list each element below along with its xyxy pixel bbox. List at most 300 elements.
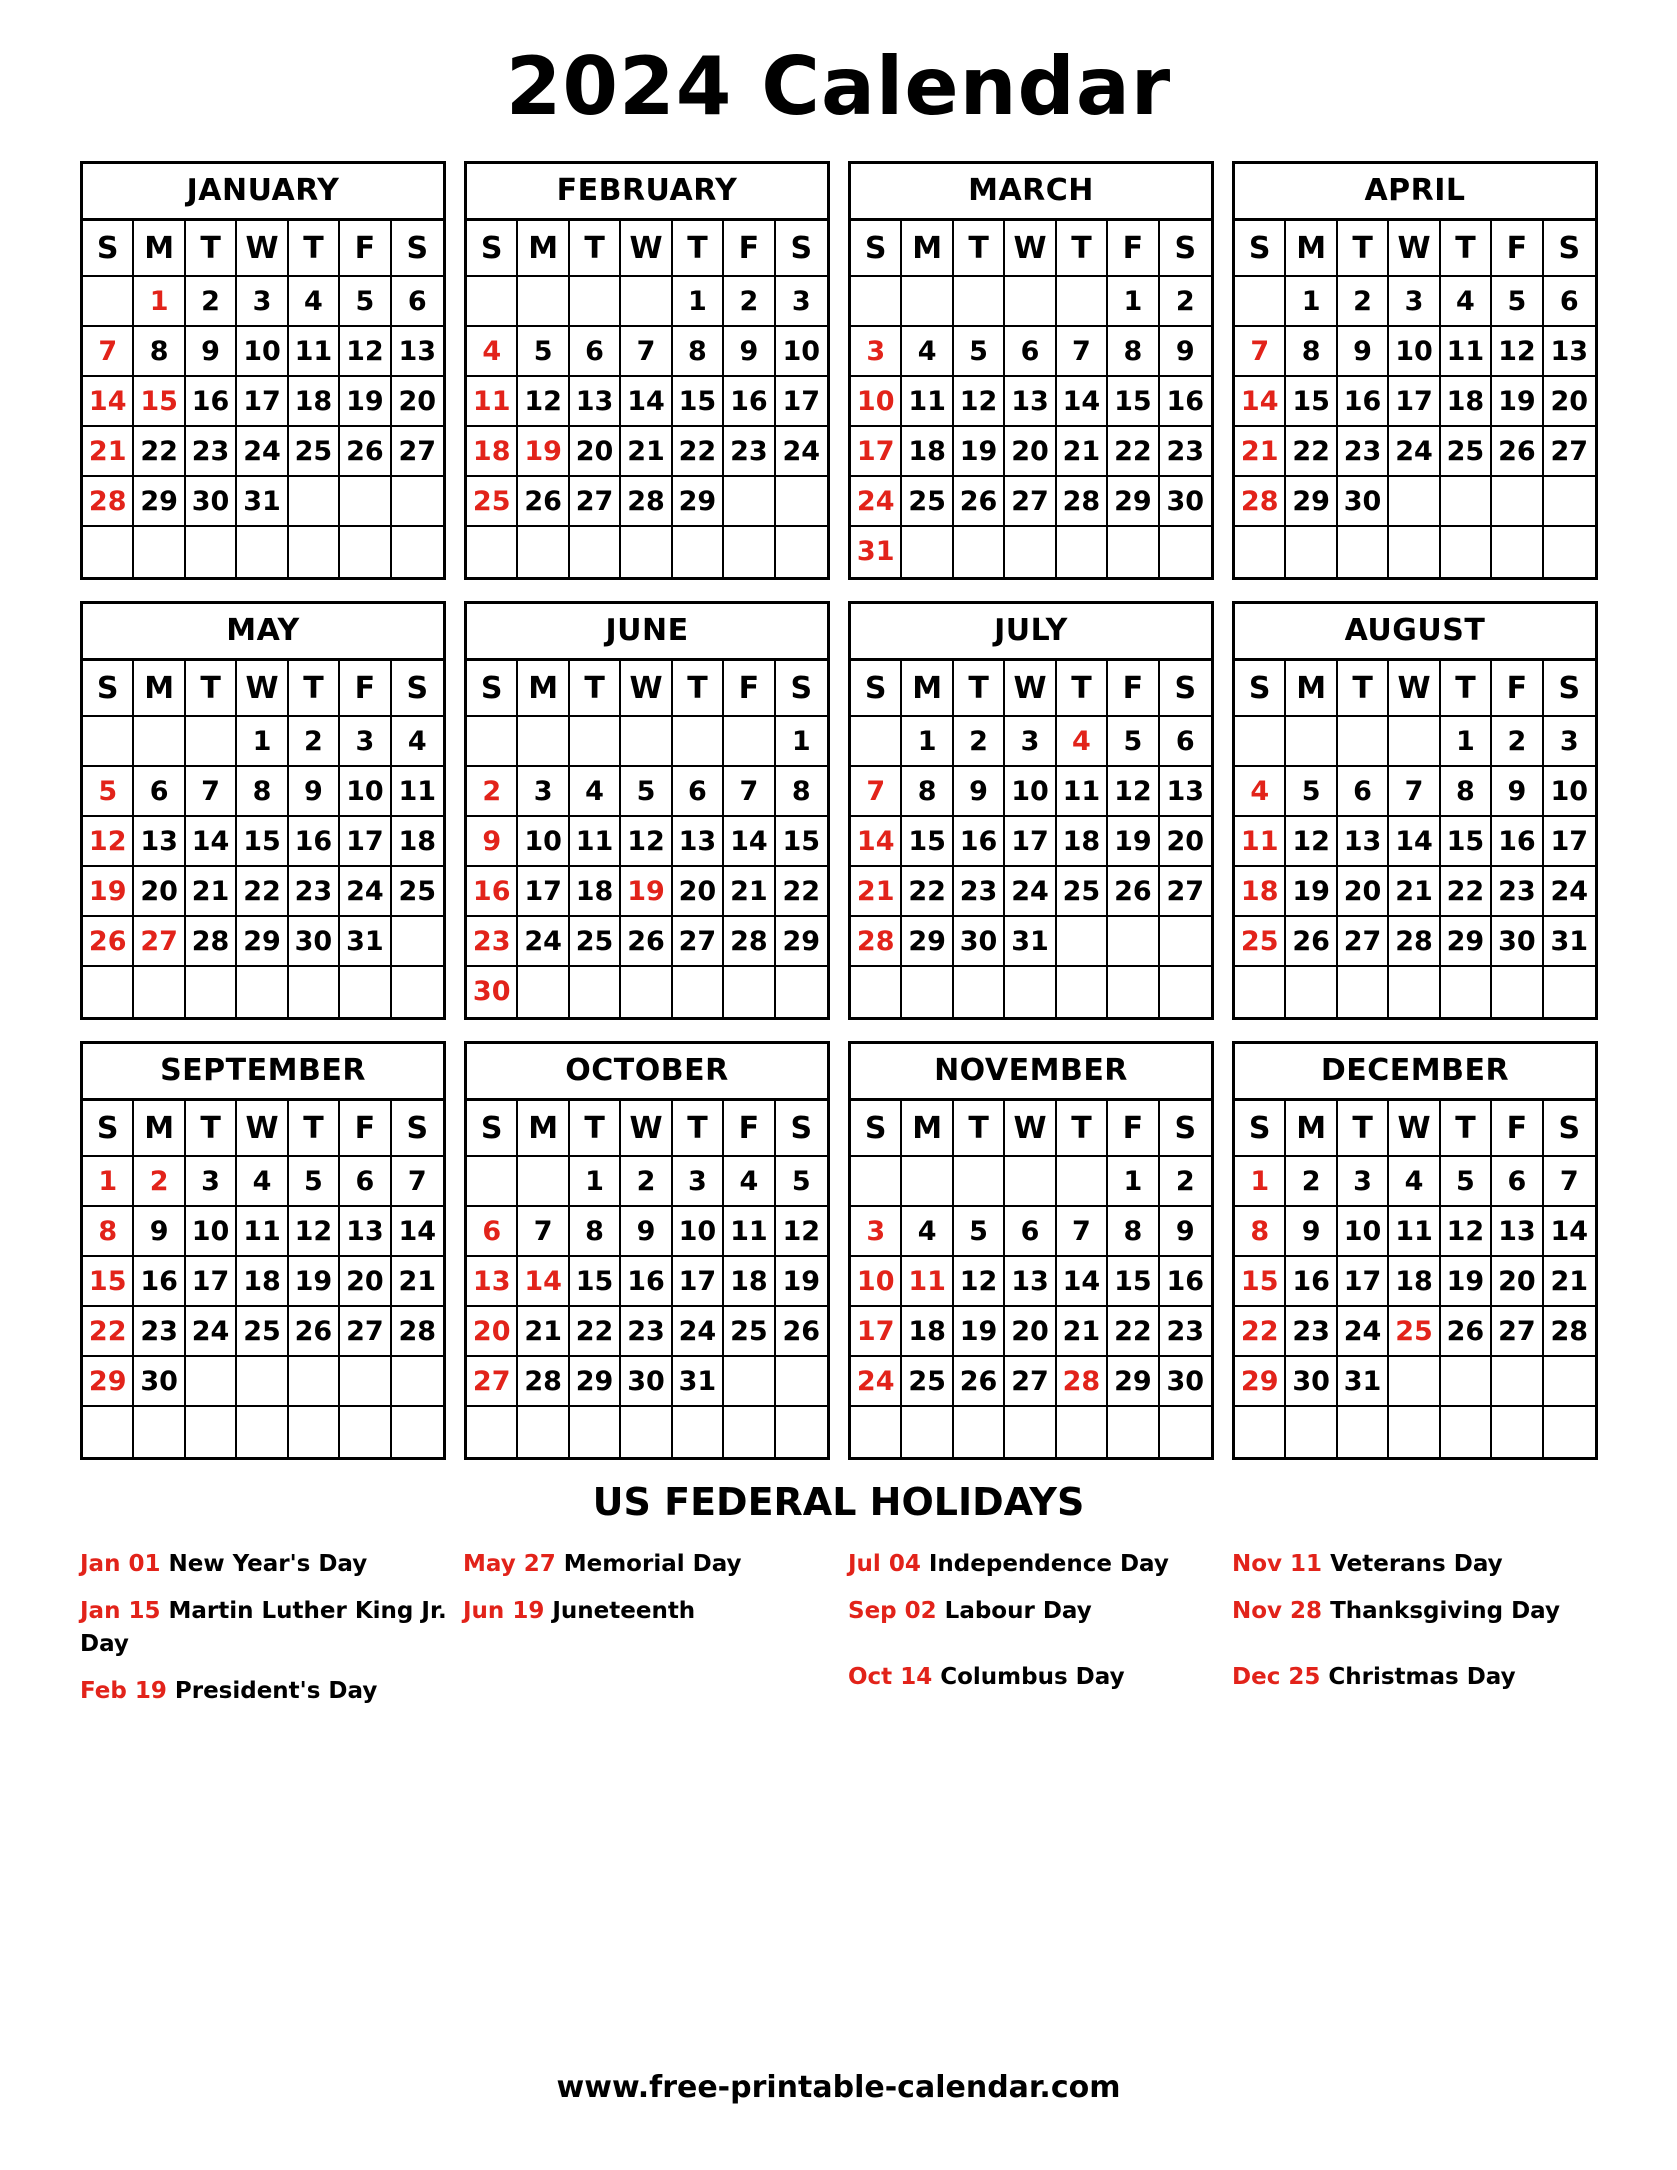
day-cell: 15 <box>1286 377 1337 427</box>
day-cell: 4 <box>392 717 443 767</box>
day-cell: 6 <box>134 767 185 817</box>
day-cell: 20 <box>392 377 443 427</box>
day-cell: 6 <box>392 277 443 327</box>
day-cell: 1 <box>1235 1157 1286 1207</box>
empty-day-cell <box>289 1357 340 1407</box>
empty-day-cell <box>518 1407 569 1457</box>
day-cell: 7 <box>1057 327 1108 377</box>
weekday-header: S <box>467 221 518 277</box>
day-cell: 5 <box>954 327 1005 377</box>
weekday-header: T <box>954 661 1005 717</box>
day-cell: 20 <box>1160 817 1211 867</box>
empty-day-cell <box>570 527 621 577</box>
empty-day-cell <box>1441 967 1492 1017</box>
empty-day-cell <box>954 1157 1005 1207</box>
day-cell: 27 <box>1544 427 1595 477</box>
day-cell: 13 <box>673 817 724 867</box>
weekday-header: T <box>1057 661 1108 717</box>
day-cell: 17 <box>776 377 827 427</box>
empty-day-cell <box>518 1157 569 1207</box>
weekday-header: M <box>518 221 569 277</box>
day-cell: 11 <box>467 377 518 427</box>
empty-day-cell <box>1057 527 1108 577</box>
day-cell: 25 <box>570 917 621 967</box>
holiday-date: Oct 14 <box>848 1664 933 1690</box>
weekday-header: T <box>954 221 1005 277</box>
holiday-date: Feb 19 <box>80 1678 167 1704</box>
empty-day-cell <box>1389 1357 1440 1407</box>
day-cell: 13 <box>570 377 621 427</box>
empty-day-cell <box>954 1407 1005 1457</box>
empty-day-cell <box>724 477 775 527</box>
day-cell: 22 <box>902 867 953 917</box>
day-cell: 28 <box>621 477 672 527</box>
day-cell: 25 <box>1057 867 1108 917</box>
empty-day-cell <box>134 527 185 577</box>
day-cell: 10 <box>518 817 569 867</box>
day-cell: 20 <box>1492 1257 1543 1307</box>
day-cell: 24 <box>1544 867 1595 917</box>
weekday-header: M <box>134 221 185 277</box>
day-cell: 10 <box>186 1207 237 1257</box>
empty-day-cell <box>289 527 340 577</box>
day-cell: 19 <box>289 1257 340 1307</box>
holiday-name: Independence Day <box>928 1551 1169 1577</box>
empty-day-cell <box>954 967 1005 1017</box>
holiday-name: Thanksgiving Day <box>1330 1598 1560 1624</box>
month-april <box>1232 161 1598 580</box>
day-cell: 23 <box>724 427 775 477</box>
day-cell: 31 <box>1544 917 1595 967</box>
day-cell: 9 <box>467 817 518 867</box>
day-cell: 10 <box>237 327 288 377</box>
day-cell: 30 <box>621 1357 672 1407</box>
day-cell: 2 <box>1160 277 1211 327</box>
day-cell: 22 <box>570 1307 621 1357</box>
day-cell: 11 <box>724 1207 775 1257</box>
day-cell: 7 <box>621 327 672 377</box>
day-cell: 3 <box>1389 277 1440 327</box>
day-cell: 2 <box>621 1157 672 1207</box>
footer-url[interactable]: www.free-printable-calendar.com <box>556 2070 1121 2105</box>
empty-day-cell <box>621 1407 672 1457</box>
day-cell: 6 <box>1005 327 1056 377</box>
day-cell: 25 <box>467 477 518 527</box>
empty-day-cell <box>1235 967 1286 1017</box>
day-cell: 19 <box>340 377 391 427</box>
day-cell: 15 <box>1441 817 1492 867</box>
empty-day-cell <box>467 277 518 327</box>
weekday-header: F <box>724 661 775 717</box>
weekday-header: F <box>1108 221 1159 277</box>
empty-day-cell <box>83 1407 134 1457</box>
empty-day-cell <box>1441 1357 1492 1407</box>
day-cell: 3 <box>1338 1157 1389 1207</box>
day-cell: 21 <box>1057 427 1108 477</box>
day-cell: 18 <box>570 867 621 917</box>
day-cell: 19 <box>621 867 672 917</box>
weekday-header: F <box>340 661 391 717</box>
day-cell: 20 <box>673 867 724 917</box>
day-cell: 28 <box>724 917 775 967</box>
month-january <box>80 161 446 580</box>
day-cell: 20 <box>134 867 185 917</box>
day-cell: 14 <box>392 1207 443 1257</box>
day-cell: 10 <box>1005 767 1056 817</box>
day-cell: 5 <box>289 1157 340 1207</box>
day-cell: 31 <box>1005 917 1056 967</box>
day-cell: 20 <box>570 427 621 477</box>
day-cell: 4 <box>1235 767 1286 817</box>
day-cell: 23 <box>1338 427 1389 477</box>
empty-day-cell <box>186 1357 237 1407</box>
day-cell: 5 <box>1286 767 1337 817</box>
empty-day-cell <box>83 967 134 1017</box>
empty-day-cell <box>289 967 340 1017</box>
weekday-header: S <box>83 1101 134 1157</box>
empty-day-cell <box>392 527 443 577</box>
day-cell: 12 <box>340 327 391 377</box>
day-cell: 13 <box>1160 767 1211 817</box>
day-cell: 2 <box>1492 717 1543 767</box>
day-cell: 7 <box>1235 327 1286 377</box>
weekday-header: S <box>1235 221 1286 277</box>
day-cell: 12 <box>1286 817 1337 867</box>
day-cell: 24 <box>1338 1307 1389 1357</box>
holiday-name: Memorial Day <box>563 1551 742 1577</box>
day-cell: 10 <box>1389 327 1440 377</box>
empty-day-cell <box>851 1407 902 1457</box>
weekday-header: S <box>467 1101 518 1157</box>
day-cell: 26 <box>621 917 672 967</box>
day-cell: 1 <box>902 717 953 767</box>
day-cell: 26 <box>289 1307 340 1357</box>
month-days-grid <box>851 221 1211 577</box>
day-cell: 27 <box>1005 1357 1056 1407</box>
empty-day-cell <box>186 1407 237 1457</box>
empty-day-cell <box>851 277 902 327</box>
empty-day-cell <box>724 717 775 767</box>
day-cell: 10 <box>851 377 902 427</box>
day-cell: 6 <box>570 327 621 377</box>
day-cell: 3 <box>776 277 827 327</box>
month-days-grid <box>83 661 443 1017</box>
day-cell: 30 <box>1160 477 1211 527</box>
day-cell: 4 <box>724 1157 775 1207</box>
empty-day-cell <box>776 477 827 527</box>
empty-day-cell <box>186 717 237 767</box>
weekday-header: W <box>1005 661 1056 717</box>
day-cell: 16 <box>289 817 340 867</box>
day-cell: 1 <box>673 277 724 327</box>
weekday-header: S <box>1544 221 1595 277</box>
day-cell: 7 <box>724 767 775 817</box>
weekday-header: T <box>1441 221 1492 277</box>
empty-day-cell <box>1235 717 1286 767</box>
day-cell: 17 <box>237 377 288 427</box>
weekday-header: M <box>518 1101 569 1157</box>
weekday-header: S <box>83 661 134 717</box>
empty-day-cell <box>467 1157 518 1207</box>
empty-day-cell <box>954 277 1005 327</box>
day-cell: 18 <box>1441 377 1492 427</box>
day-cell: 9 <box>954 767 1005 817</box>
day-cell: 18 <box>724 1257 775 1307</box>
day-cell: 16 <box>724 377 775 427</box>
day-cell: 8 <box>673 327 724 377</box>
day-cell: 19 <box>518 427 569 477</box>
day-cell: 20 <box>1005 427 1056 477</box>
month-days-grid <box>1235 1101 1595 1457</box>
day-cell: 4 <box>1389 1157 1440 1207</box>
day-cell: 13 <box>1492 1207 1543 1257</box>
holiday-date: Nov 11 <box>1232 1551 1323 1577</box>
weekday-header: S <box>392 221 443 277</box>
day-cell: 24 <box>340 867 391 917</box>
day-cell: 11 <box>1057 767 1108 817</box>
holiday-name: New Year's Day <box>168 1551 368 1577</box>
day-cell: 3 <box>186 1157 237 1207</box>
empty-day-cell <box>237 967 288 1017</box>
day-cell: 13 <box>392 327 443 377</box>
day-cell: 20 <box>340 1257 391 1307</box>
day-cell: 7 <box>1389 767 1440 817</box>
day-cell: 24 <box>1005 867 1056 917</box>
empty-day-cell <box>1160 917 1211 967</box>
day-cell: 24 <box>851 1357 902 1407</box>
month-days-grid <box>467 1101 827 1457</box>
day-cell: 25 <box>1441 427 1492 477</box>
day-cell: 26 <box>1492 427 1543 477</box>
empty-day-cell <box>340 527 391 577</box>
day-cell: 4 <box>570 767 621 817</box>
day-cell: 23 <box>1492 867 1543 917</box>
empty-day-cell <box>340 1407 391 1457</box>
day-cell: 26 <box>1441 1307 1492 1357</box>
day-cell: 1 <box>1108 1157 1159 1207</box>
day-cell: 28 <box>1544 1307 1595 1357</box>
day-cell: 8 <box>776 767 827 817</box>
day-cell: 18 <box>392 817 443 867</box>
day-cell: 9 <box>1160 327 1211 377</box>
weekday-header: T <box>289 1101 340 1157</box>
empty-day-cell <box>134 1407 185 1457</box>
day-cell: 4 <box>467 327 518 377</box>
empty-day-cell <box>1441 527 1492 577</box>
day-cell: 21 <box>724 867 775 917</box>
day-cell: 2 <box>1338 277 1389 327</box>
month-name: DECEMBER <box>1235 1044 1595 1101</box>
day-cell: 22 <box>83 1307 134 1357</box>
day-cell: 1 <box>1441 717 1492 767</box>
day-cell: 26 <box>1108 867 1159 917</box>
holiday-name: Veterans Day <box>1330 1551 1503 1577</box>
day-cell: 2 <box>289 717 340 767</box>
weekday-header: T <box>186 1101 237 1157</box>
weekday-header: T <box>186 661 237 717</box>
empty-day-cell <box>1057 1157 1108 1207</box>
weekday-header: W <box>1389 661 1440 717</box>
day-cell: 26 <box>340 427 391 477</box>
weekday-header: W <box>237 221 288 277</box>
empty-day-cell <box>1389 717 1440 767</box>
day-cell: 30 <box>1492 917 1543 967</box>
day-cell: 16 <box>1286 1257 1337 1307</box>
day-cell: 25 <box>902 477 953 527</box>
day-cell: 9 <box>134 1207 185 1257</box>
holiday-date: Jan 15 <box>80 1598 161 1624</box>
weekday-header: W <box>621 661 672 717</box>
day-cell: 2 <box>1286 1157 1337 1207</box>
day-cell: 2 <box>134 1157 185 1207</box>
empty-day-cell <box>467 717 518 767</box>
empty-day-cell <box>1389 477 1440 527</box>
day-cell: 2 <box>186 277 237 327</box>
day-cell: 7 <box>851 767 902 817</box>
day-cell: 22 <box>1286 427 1337 477</box>
day-cell: 8 <box>1235 1207 1286 1257</box>
day-cell: 21 <box>186 867 237 917</box>
empty-day-cell <box>570 967 621 1017</box>
day-cell: 1 <box>570 1157 621 1207</box>
day-cell: 13 <box>340 1207 391 1257</box>
empty-day-cell <box>340 1357 391 1407</box>
day-cell: 14 <box>1389 817 1440 867</box>
weekday-header: F <box>1492 1101 1543 1157</box>
day-cell: 3 <box>1544 717 1595 767</box>
weekday-header: M <box>134 1101 185 1157</box>
empty-day-cell <box>621 277 672 327</box>
holiday-item <box>463 1548 833 1581</box>
weekday-header: W <box>621 1101 672 1157</box>
day-cell: 13 <box>1005 1257 1056 1307</box>
weekday-header: W <box>1005 1101 1056 1157</box>
empty-day-cell <box>392 1407 443 1457</box>
day-cell: 21 <box>1389 867 1440 917</box>
holiday-item <box>848 1548 1218 1581</box>
day-cell: 5 <box>776 1157 827 1207</box>
day-cell: 14 <box>186 817 237 867</box>
day-cell: 9 <box>1338 327 1389 377</box>
empty-day-cell <box>621 717 672 767</box>
day-cell: 1 <box>1286 277 1337 327</box>
empty-day-cell <box>1108 527 1159 577</box>
empty-day-cell <box>1108 967 1159 1017</box>
day-cell: 12 <box>621 817 672 867</box>
empty-day-cell <box>1005 967 1056 1017</box>
day-cell: 19 <box>1441 1257 1492 1307</box>
weekday-header: S <box>392 1101 443 1157</box>
empty-day-cell <box>724 1357 775 1407</box>
empty-day-cell <box>1286 527 1337 577</box>
day-cell: 15 <box>237 817 288 867</box>
day-cell: 13 <box>1338 817 1389 867</box>
day-cell: 3 <box>1005 717 1056 767</box>
day-cell: 28 <box>1235 477 1286 527</box>
empty-day-cell <box>1108 1407 1159 1457</box>
empty-day-cell <box>340 967 391 1017</box>
day-cell: 14 <box>851 817 902 867</box>
month-february <box>464 161 830 580</box>
day-cell: 25 <box>1235 917 1286 967</box>
day-cell: 23 <box>1160 427 1211 477</box>
day-cell: 12 <box>1492 327 1543 377</box>
day-cell: 12 <box>289 1207 340 1257</box>
empty-day-cell <box>1544 1407 1595 1457</box>
month-september <box>80 1041 446 1460</box>
day-cell: 30 <box>289 917 340 967</box>
day-cell: 17 <box>518 867 569 917</box>
day-cell: 17 <box>851 1307 902 1357</box>
day-cell: 28 <box>392 1307 443 1357</box>
day-cell: 16 <box>467 867 518 917</box>
day-cell: 30 <box>467 967 518 1017</box>
empty-day-cell <box>186 527 237 577</box>
day-cell: 28 <box>1057 1357 1108 1407</box>
day-cell: 7 <box>1057 1207 1108 1257</box>
day-cell: 19 <box>1492 377 1543 427</box>
weekday-header: S <box>851 221 902 277</box>
weekday-header: F <box>1108 1101 1159 1157</box>
holiday-item <box>848 1595 1218 1628</box>
weekday-header: T <box>673 661 724 717</box>
day-cell: 26 <box>83 917 134 967</box>
empty-day-cell <box>776 527 827 577</box>
day-cell: 21 <box>1235 427 1286 477</box>
day-cell: 1 <box>776 717 827 767</box>
empty-day-cell <box>1108 917 1159 967</box>
day-cell: 15 <box>673 377 724 427</box>
month-name: JANUARY <box>83 164 443 221</box>
day-cell: 21 <box>392 1257 443 1307</box>
weekday-header: T <box>1441 1101 1492 1157</box>
month-august <box>1232 601 1598 1020</box>
weekday-header: T <box>673 1101 724 1157</box>
day-cell: 17 <box>1389 377 1440 427</box>
empty-day-cell <box>851 717 902 767</box>
weekday-header: F <box>1492 221 1543 277</box>
empty-day-cell <box>902 277 953 327</box>
day-cell: 16 <box>134 1257 185 1307</box>
day-cell: 12 <box>1108 767 1159 817</box>
empty-day-cell <box>186 967 237 1017</box>
month-name: FEBRUARY <box>467 164 827 221</box>
day-cell: 2 <box>467 767 518 817</box>
day-cell: 28 <box>83 477 134 527</box>
day-cell: 16 <box>186 377 237 427</box>
month-november <box>848 1041 1214 1460</box>
day-cell: 28 <box>186 917 237 967</box>
empty-day-cell <box>1286 1407 1337 1457</box>
day-cell: 3 <box>340 717 391 767</box>
month-days-grid <box>83 1101 443 1457</box>
empty-day-cell <box>1005 527 1056 577</box>
day-cell: 29 <box>237 917 288 967</box>
holiday-column-1 <box>80 1548 450 1722</box>
day-cell: 27 <box>1338 917 1389 967</box>
day-cell: 11 <box>1235 817 1286 867</box>
day-cell: 12 <box>776 1207 827 1257</box>
day-cell: 18 <box>289 377 340 427</box>
empty-day-cell <box>1057 277 1108 327</box>
day-cell: 8 <box>1286 327 1337 377</box>
empty-day-cell <box>570 1407 621 1457</box>
day-cell: 10 <box>340 767 391 817</box>
day-cell: 17 <box>851 427 902 477</box>
weekday-header: M <box>1286 661 1337 717</box>
day-cell: 19 <box>776 1257 827 1307</box>
weekday-header: S <box>851 1101 902 1157</box>
